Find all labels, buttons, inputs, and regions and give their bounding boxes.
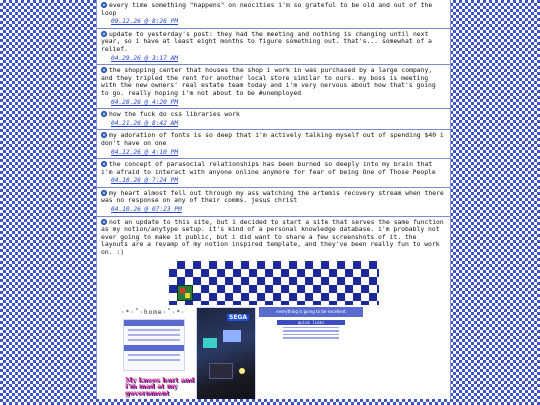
post-item [97,188,450,217]
swirl-icon [101,190,107,196]
crt-screen [203,338,217,348]
sidebar-line [128,329,180,331]
swirl-icon [101,219,107,225]
post-item [97,109,450,130]
post-text: my heart almost fell out through my ass watching the artemis recovery stream when there was no response on any of their comms. jesus christ [101,188,444,205]
post-text: every time something "happens" on neocities i'm so grateful to be old and out of the loop [101,1,433,17]
quick-links-title: quick links [277,320,345,325]
game-console-badge-icon [177,285,193,301]
swirl-icon [101,2,107,8]
screenshot-collage [101,307,446,399]
right-panel-preview [259,307,363,399]
sidebar-header-bar [124,320,184,326]
right-header-bar: everything is going to be excellent [259,307,363,317]
post-text: how the fuck do css libraries work [109,110,240,119]
brand-sign: SEGA [229,313,247,321]
link-line [283,330,339,332]
post-date-link[interactable]: 09.12.26 @ 8:26 PM [111,18,179,26]
post-date-link[interactable]: 04.10.26 @ 7:24 PM [111,177,179,185]
post-date-link[interactable]: 04.28.26 @ 4:20 PM [111,98,179,106]
post-item [97,29,450,65]
link-line [283,334,339,336]
post-date-link[interactable]: 04.12.26 @ 4:10 PM [111,148,179,156]
post-item [97,217,450,399]
link-line [283,327,339,329]
slogan-text: My knees hurt and i'm mad at my government [125,375,195,398]
checkered-banner-image [169,261,379,305]
home-heading: ·*·˚·home·˚·*· [121,308,186,316]
swirl-icon [101,132,107,138]
post-text: not an update to this site, but i decided to start a site that serves the same function as my notion/anytype setup. it's kind of a personal knowledge database. i'm probably not ever going to make it public, but i did want to share a few screenshots of it. the layouts are a revamp of my notion inspired template, and they've been really fun to work on. :) [101,217,444,257]
sidebar-preview [123,319,185,371]
swirl-icon [101,31,107,37]
post-feed [96,0,451,399]
lamp-light [239,368,245,374]
crt-screen [209,363,233,379]
quick-links-block [277,320,345,339]
room-photo [196,307,256,399]
sidebar-line [128,354,180,356]
post-text: update to yesterday's post: they had the meeting and nothing is changing until next year, so i have at least eight months to figure something out. that's... somewhat of a relief. [101,29,432,53]
sidebar-header-bar [124,345,184,351]
sidebar-line [128,359,180,361]
post-date-link[interactable]: 04.21.26 @ 8:42 AM [111,119,179,127]
swirl-icon [101,161,107,167]
post-text: the concept of parasocial relationships has been burned so deeply into my brain that i'm afraid to interact with anyone online anymore for fear of being One of Those People [101,160,436,176]
post-text: the shopping center that houses the shop i work in was purchased by a large company, and they tripled the rent for another local store similar to ours. my boss is meeting with the new owners' real estate team today and i'm very nervous about how that's going to go. really hoping i'm not about to be #unemployed [101,66,436,97]
post-item [97,65,450,109]
sidebar-line [128,334,180,336]
post-date-link[interactable]: 04.29.26 @ 3:17 AM [111,54,179,62]
swirl-icon [101,111,107,117]
post-item [97,159,450,188]
crt-screen [223,330,241,342]
post-item [97,0,450,29]
post-date-link[interactable]: 04.10.26 @ 07:23 PM [111,206,182,214]
sidebar-line [128,339,180,341]
link-line [283,337,339,339]
swirl-icon [101,67,107,73]
post-item [97,130,450,159]
post-text: my adoration of fonts is so deep that i'm actively talking myself out of spending $40 i don't have on one [101,131,444,147]
